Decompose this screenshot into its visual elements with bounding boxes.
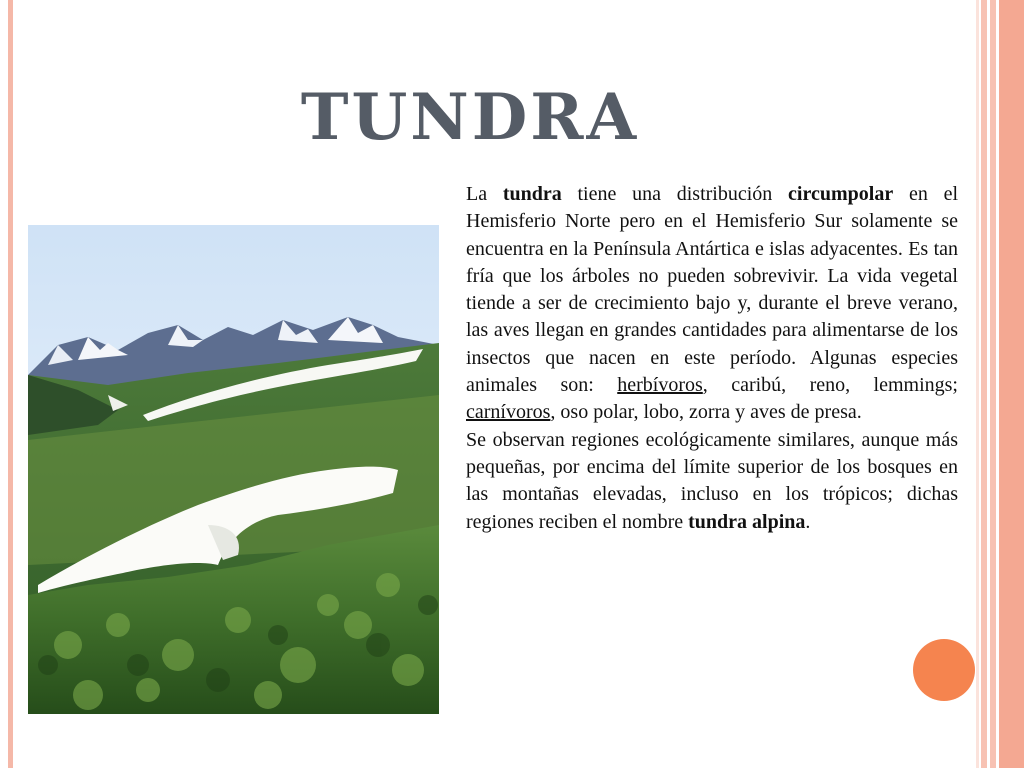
text-run: , caribú, reno, lemmings; — [702, 374, 958, 397]
paragraph-2 — [466, 427, 958, 536]
link-herbivoros[interactable]: herbívoros — [617, 374, 703, 397]
left-accent-bar — [8, 0, 13, 768]
decorative-orange-circle — [913, 639, 975, 701]
tundra-landscape-photo — [28, 225, 439, 714]
right-decorative-stripes — [976, 0, 1024, 768]
keyword-circumpolar: circumpolar — [788, 183, 894, 205]
text-run: . — [805, 510, 811, 533]
link-carnivoros[interactable]: carnívoros — [466, 401, 551, 424]
paragraph-1 — [466, 181, 958, 427]
keyword-tundra-alpina: tundra alpina — [688, 510, 806, 533]
body-text — [466, 181, 958, 536]
slide-title: TUNDRA — [300, 80, 640, 155]
text-run: tiene una distribución — [561, 183, 789, 205]
text-run: , oso polar, lobo, zorra y aves de presa. — [550, 401, 862, 424]
text-run: La — [466, 183, 503, 205]
text-run: en el Hemisferio Norte pero en el Hemisferio Sur solamente se encuentra en la Península Antártica e islas adyacentes. Es tan fría que los árboles no pueden sobrevivir. La vida vegetal tiende a ser de crecimiento bajo y, durante el breve verano, las aves llegan en grandes cantidades para alimentarse de los insectos que nacen en este período. Algunas especies animales son: — [466, 183, 959, 397]
text-run: Se observan regiones ecológicamente similares, aunque más pequeñas, por encima del límite superior de los bosques en las montañas elevadas, incluso en los trópicos; dichas regiones reciben el nombre — [466, 428, 958, 533]
keyword-tundra: tundra — [502, 183, 562, 205]
